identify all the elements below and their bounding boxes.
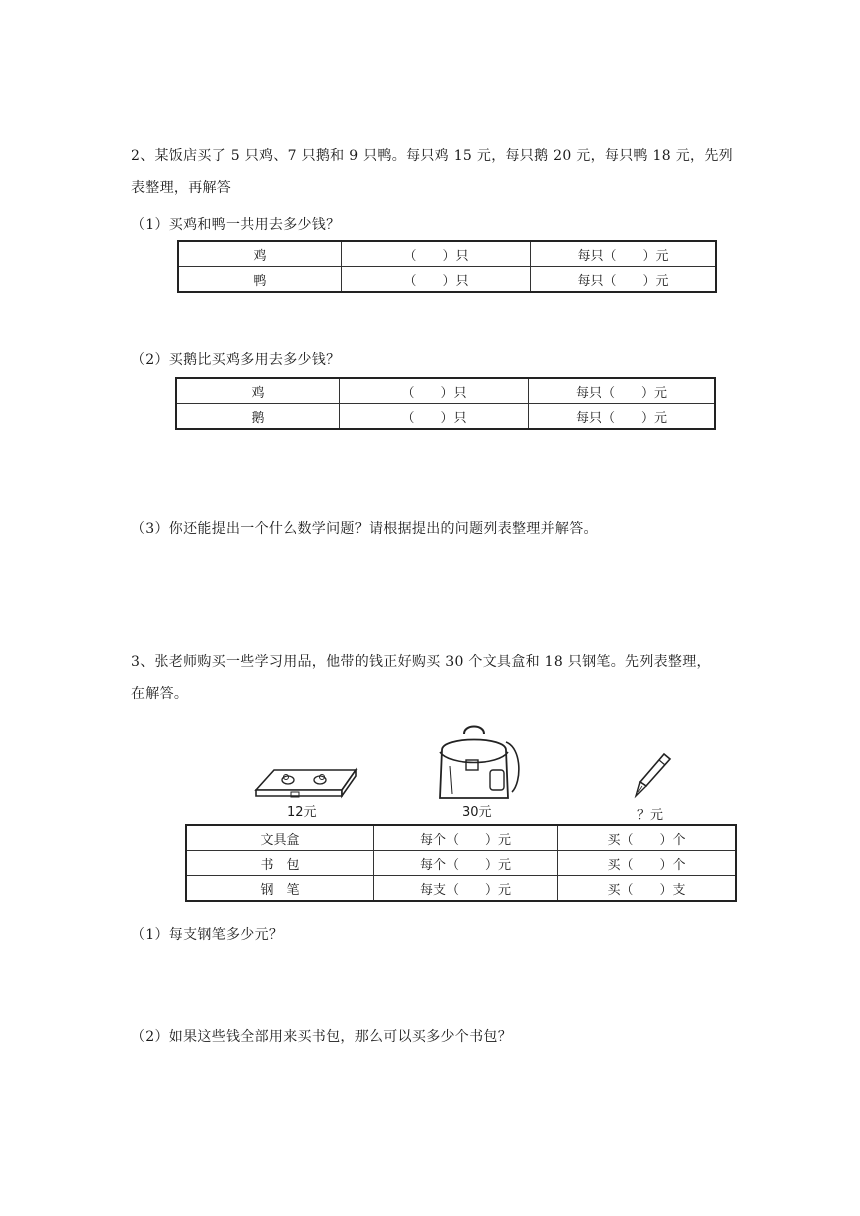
price-blank[interactable]: 每只（ ）元 — [529, 378, 716, 404]
backpack-price: 30元 — [462, 805, 492, 820]
price-blank[interactable]: 每个（ ）元 — [374, 825, 558, 851]
q2-table2 — [175, 377, 716, 430]
item-name: 鸭 — [178, 267, 342, 293]
q2-table1 — [177, 240, 717, 293]
pen-price: ？元 — [637, 808, 664, 823]
item-name: 鸡 — [178, 241, 342, 267]
q2-sub2: （2）买鹅比买鸡多用去多少钱？ — [131, 352, 341, 368]
pencil-case-price: 12元 — [287, 805, 317, 820]
q2-intro — [131, 140, 771, 204]
q3-table — [185, 824, 737, 902]
qty-blank[interactable]: 买（ ）个 — [558, 825, 737, 851]
table-row — [176, 404, 715, 430]
qty-blank[interactable]: 买（ ）支 — [558, 876, 737, 902]
pencil-case-icon — [250, 760, 362, 802]
count-blank[interactable]: （ ）只 — [340, 378, 529, 404]
q3-sub1: （1）每支钢笔多少元？ — [131, 927, 284, 943]
price-blank[interactable]: 每只（ ）元 — [531, 241, 717, 267]
table-row — [186, 876, 736, 902]
price-blank[interactable]: 每支（ ）元 — [374, 876, 558, 902]
count-blank[interactable]: （ ）只 — [342, 267, 531, 293]
count-blank[interactable]: （ ）只 — [340, 404, 529, 430]
table-row — [176, 378, 715, 404]
price-blank[interactable]: 每只（ ）元 — [531, 267, 717, 293]
qty-blank[interactable]: 买（ ）个 — [558, 851, 737, 876]
q2-sub1: （1）买鸡和鸭一共用去多少钱？ — [131, 217, 341, 233]
item-name: 鹅 — [176, 404, 340, 430]
q3-intro — [131, 646, 771, 710]
table-row — [186, 851, 736, 876]
item-name: 文具盒 — [186, 825, 374, 851]
table-row — [186, 825, 736, 851]
backpack-icon — [430, 722, 524, 804]
table-row — [178, 267, 716, 293]
q3-sub2: （2）如果这些钱全部用来买书包，那么可以买多少个书包？ — [131, 1029, 513, 1045]
q3-intro-line1: 3、张老师购买一些学习用品，他带的钱正好购买 30 个文具盒和 18 只钢笔。先列表整理， — [131, 654, 711, 670]
price-blank[interactable]: 每只（ ）元 — [529, 404, 716, 430]
fountain-pen-icon — [630, 752, 674, 800]
q2-intro-line1: 2、某饭店买了 5 只鸡、7 只鹅和 9 只鸭。每只鸡 15 元，每只鹅 20 元，每只鸭 18 元，先列 — [131, 148, 733, 164]
item-name: 书 包 — [186, 851, 374, 876]
item-name: 鸡 — [176, 378, 340, 404]
q2-sub3: （3）你还能提出一个什么数学问题？请根据提出的问题列表整理并解答。 — [131, 521, 598, 537]
count-blank[interactable]: （ ）只 — [342, 241, 531, 267]
price-blank[interactable]: 每个（ ）元 — [374, 851, 558, 876]
q3-intro-line2: 在解答。 — [131, 686, 189, 702]
item-name: 钢 笔 — [186, 876, 374, 902]
table-row — [178, 241, 716, 267]
q2-intro-line2: 表整理，再解答 — [131, 180, 232, 196]
